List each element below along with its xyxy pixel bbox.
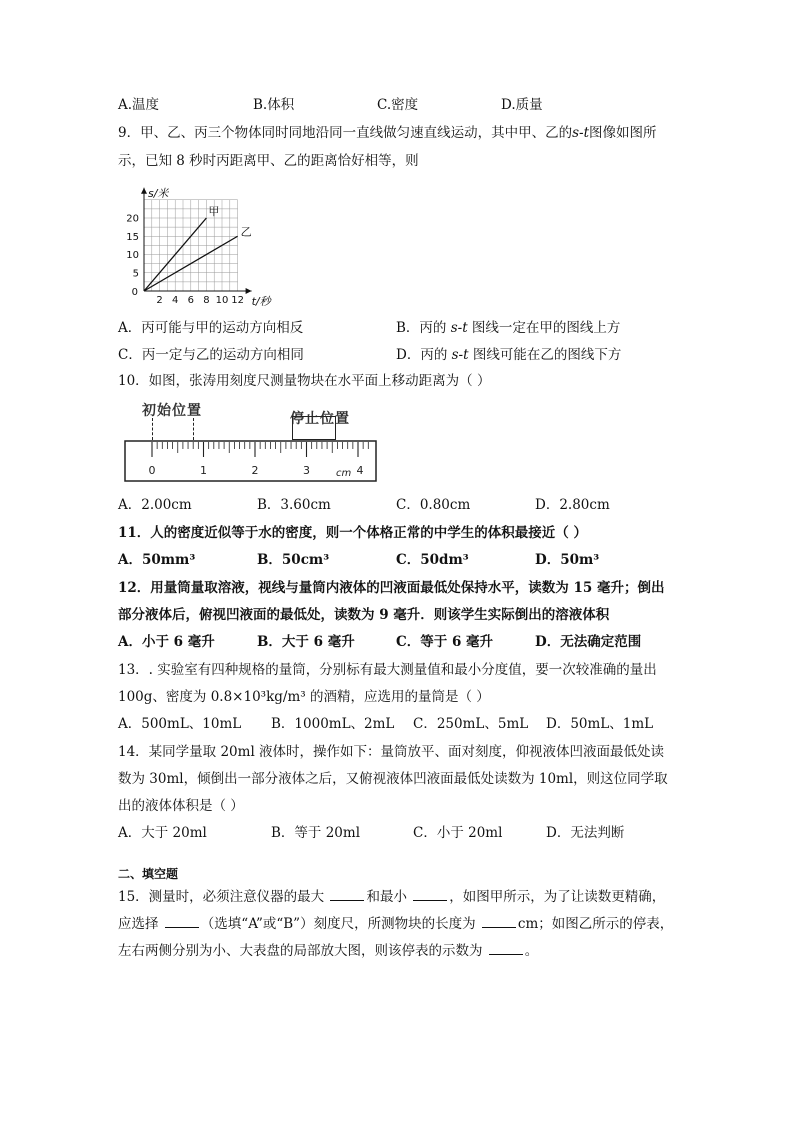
origin-label: 0 — [131, 287, 138, 298]
ruler-figure — [124, 398, 378, 486]
ruler-number: 2 — [251, 464, 259, 477]
q8-option-d: D.质量 — [501, 97, 543, 113]
q10-option-d: D．2.80cm — [535, 497, 610, 513]
q8-option-c: C.密度 — [377, 97, 419, 113]
stop-block — [292, 416, 336, 440]
x-tick-label: 2 — [156, 295, 163, 306]
q14-option-b: B．等于 20ml — [271, 825, 361, 841]
q12-stem-line2: 部分液体后，俯视凹液面的最低处，读数为 9 毫升．则该学生实际倒出的溶液体积 — [118, 607, 610, 623]
x-tick-label: 8 — [203, 295, 210, 306]
q13-stem-line2: 100g、密度为 0.8×10³kg/m³ 的酒精，应选用的量筒是（ ） — [118, 689, 490, 705]
start-block-outline — [152, 418, 194, 440]
q15-line1: 15．测量时，必须注意仪器的最大 和最小 ，如图甲所示，为了让读数更精确， — [118, 886, 665, 907]
y-axis-arrow — [141, 188, 147, 194]
y-tick-label: 15 — [126, 231, 139, 243]
q12-option-c: C．等于 6 毫升 — [396, 634, 494, 650]
q12-option-a: A．小于 6 毫升 — [118, 634, 215, 650]
blank-stopwatch-reading[interactable] — [489, 940, 523, 955]
q15-line2: 应选择 （选填“A”或“B”）刻度尺，所测物块的长度为 cm；如图乙所示的停表， — [118, 913, 673, 934]
q10-stem: 10．如图，张涛用刻度尺测量物块在水平面上移动距离为（ ） — [118, 373, 491, 389]
chart-labels — [126, 187, 272, 308]
q15-line3: 左右两侧分别为小、大表盘的局部放大图，则该停表的示数为 。 — [118, 940, 538, 961]
q12-option-d: D．无法确定范围 — [535, 634, 642, 650]
q9-stem-line1: 9．甲、乙、丙三个物体同时同地沿同一直线做匀速直线运动，其中甲、乙的s-t图像如图所 — [118, 125, 657, 141]
q9-stem-line2: 示，已知 8 秒时丙距离甲、乙的距离恰好相等，则 — [118, 153, 419, 169]
y-tick-label: 20 — [126, 213, 139, 225]
x-tick-label: 12 — [231, 295, 244, 306]
x-axis-label: t/秒 — [251, 295, 271, 308]
q13-stem-line1: 13．. 实验室有四种规格的量筒，分别标有最大测量值和最小分度值，要一次较准确的量出 — [118, 662, 657, 678]
series-label-jia: 甲 — [208, 205, 220, 218]
q9-option-c: C．丙一定与乙的运动方向相同 — [118, 347, 304, 363]
q8-option-a: A.温度 — [118, 97, 160, 113]
q9-option-d: D．丙的 s-t 图线可能在乙的图线下方 — [396, 347, 622, 363]
y-tick-label: 10 — [126, 250, 139, 261]
q14-stem-line2: 数为 30ml，倾倒出一部分液体之后，又俯视液体凹液面最低处读数为 10ml，则这位同学取 — [118, 771, 668, 787]
q12-stem-line1: 12．用量筒量取溶液，视线与量筒内液体的凹液面最低处保持水平，读数为 15 毫升；倒出 — [118, 580, 665, 596]
x-tick-label: 10 — [215, 295, 229, 306]
q14-stem-line3: 出的液体体积是（ ） — [118, 798, 244, 814]
label-stop-position: 停止位置 — [290, 411, 350, 427]
section-title: 二、填空题 — [118, 867, 179, 881]
label-start-position: 初始位置 — [142, 403, 202, 419]
blank-length[interactable] — [482, 913, 516, 928]
x-axis-arrow — [246, 288, 252, 294]
q9-option-a: A．丙可能与甲的运动方向相反 — [118, 320, 304, 336]
y-tick-label: 5 — [132, 268, 139, 280]
blank-min[interactable] — [413, 886, 447, 901]
q11-option-d: D．50m³ — [535, 552, 600, 568]
q9-option-b: B．丙的 s-t 图线一定在甲的图线上方 — [396, 320, 621, 336]
q13-option-b: B．1000mL、2mL — [271, 716, 395, 732]
y-axis-label: s/米 — [148, 186, 169, 200]
q11-stem: 11．人的密度近似等于水的密度，则一个体格正常的中学生的体积最接近（ ） — [118, 525, 587, 541]
chart-grid — [144, 200, 238, 291]
q10-option-b: B．3.60cm — [257, 497, 331, 513]
q11-option-a: A．50mm³ — [118, 552, 196, 568]
x-tick-label: 6 — [187, 295, 194, 306]
ruler-number: 4 — [356, 464, 364, 477]
q11-option-b: B．50cm³ — [257, 552, 330, 568]
chart-axes — [141, 188, 252, 294]
q12-option-b: B．大于 6 毫升 — [257, 634, 355, 650]
q14-option-a: A．大于 20ml — [118, 825, 207, 841]
blank-max[interactable] — [330, 886, 364, 901]
blank-ruler-choice[interactable] — [165, 913, 199, 928]
ruler-number: 1 — [200, 464, 207, 477]
q14-option-c: C．小于 20ml — [413, 825, 503, 841]
q14-option-d: D．无法判断 — [546, 825, 625, 841]
series-label-yi: 乙 — [240, 225, 252, 239]
q14-stem-line1: 14．某同学量取 20ml 液体时，操作如下：量筒放平、面对刻度，仰视液体凹液面最低处读 — [118, 744, 665, 760]
ruler-number: 3 — [303, 464, 310, 477]
q8-option-b: B.体积 — [253, 97, 295, 113]
x-tick-label: 4 — [172, 295, 179, 306]
q13-option-a: A．500mL、10mL — [118, 716, 242, 732]
st-chart — [118, 183, 288, 308]
q10-option-a: A．2.00cm — [118, 497, 192, 513]
ruler — [124, 440, 378, 484]
q11-option-c: C．50dm³ — [396, 552, 469, 568]
q13-option-c: C．250mL、5mL — [413, 716, 529, 732]
q10-option-c: C．0.80cm — [396, 497, 471, 513]
ruler-number: 0 — [148, 464, 156, 477]
ruler-unit-label: cm — [336, 468, 352, 479]
q13-option-d: D．50mL、1mL — [546, 716, 654, 732]
